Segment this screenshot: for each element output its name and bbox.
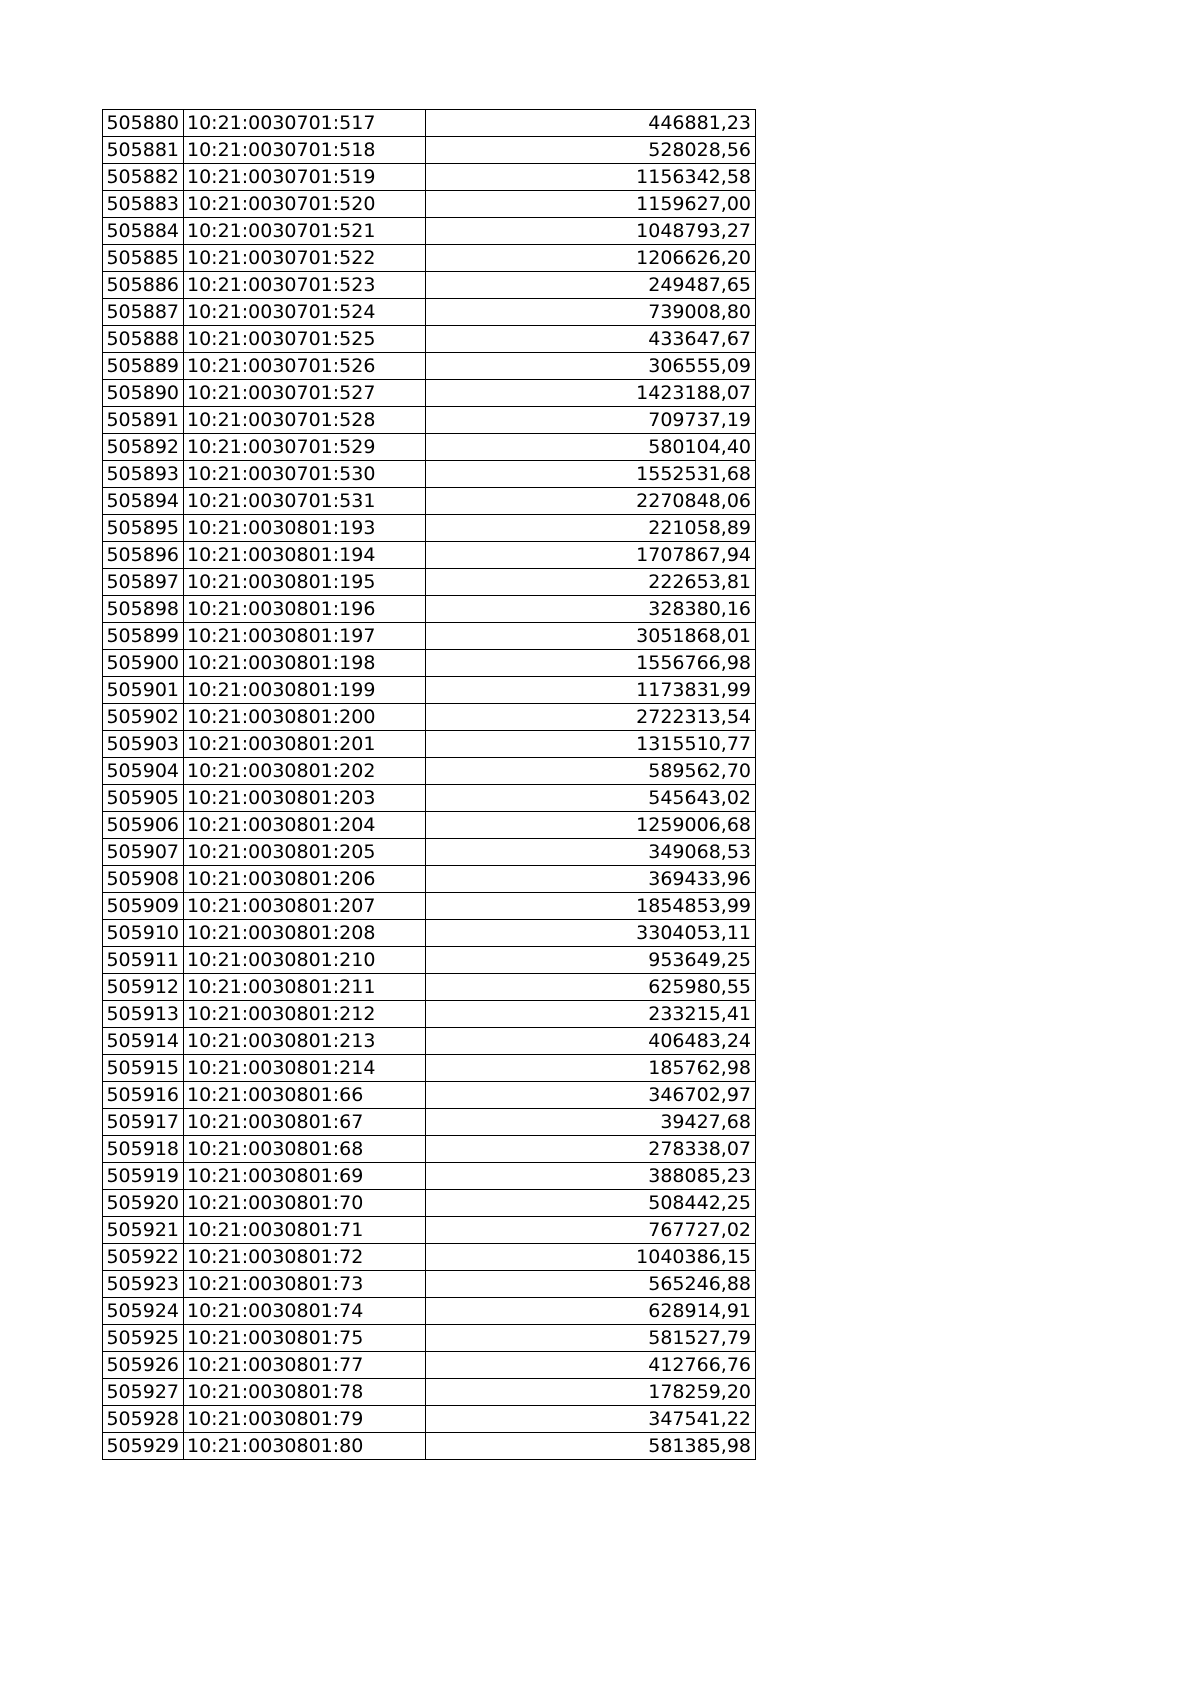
table-row xyxy=(103,461,756,488)
row-id-cell: 505892 xyxy=(103,434,184,461)
value-cell: 1423188,07 xyxy=(426,380,756,407)
row-id-cell: 505899 xyxy=(103,623,184,650)
table-row xyxy=(103,110,756,137)
cadastral-number-cell: 10:21:0030801:197 xyxy=(184,623,426,650)
row-id-cell: 505914 xyxy=(103,1028,184,1055)
value-cell: 412766,76 xyxy=(426,1352,756,1379)
cadastral-number-cell: 10:21:0030801:212 xyxy=(184,1001,426,1028)
table-row xyxy=(103,218,756,245)
value-cell: 628914,91 xyxy=(426,1298,756,1325)
cadastral-number-cell: 10:21:0030801:79 xyxy=(184,1406,426,1433)
row-id-cell: 505889 xyxy=(103,353,184,380)
document-page xyxy=(102,109,756,1460)
row-id-cell: 505888 xyxy=(103,326,184,353)
row-id-cell: 505883 xyxy=(103,191,184,218)
value-cell: 508442,25 xyxy=(426,1190,756,1217)
value-cell: 1206626,20 xyxy=(426,245,756,272)
table-row xyxy=(103,1028,756,1055)
row-id-cell: 505929 xyxy=(103,1433,184,1460)
table-body xyxy=(103,110,756,1460)
table-row xyxy=(103,353,756,380)
row-id-cell: 505882 xyxy=(103,164,184,191)
row-id-cell: 505891 xyxy=(103,407,184,434)
table-row xyxy=(103,785,756,812)
value-cell: 528028,56 xyxy=(426,137,756,164)
row-id-cell: 505905 xyxy=(103,785,184,812)
cadastral-number-cell: 10:21:0030801:78 xyxy=(184,1379,426,1406)
row-id-cell: 505915 xyxy=(103,1055,184,1082)
value-cell: 446881,23 xyxy=(426,110,756,137)
value-cell: 3304053,11 xyxy=(426,920,756,947)
value-cell: 545643,02 xyxy=(426,785,756,812)
cadastral-number-cell: 10:21:0030701:525 xyxy=(184,326,426,353)
row-id-cell: 505903 xyxy=(103,731,184,758)
row-id-cell: 505881 xyxy=(103,137,184,164)
row-id-cell: 505927 xyxy=(103,1379,184,1406)
row-id-cell: 505917 xyxy=(103,1109,184,1136)
value-cell: 185762,98 xyxy=(426,1055,756,1082)
row-id-cell: 505908 xyxy=(103,866,184,893)
value-cell: 953649,25 xyxy=(426,947,756,974)
row-id-cell: 505886 xyxy=(103,272,184,299)
value-cell: 249487,65 xyxy=(426,272,756,299)
value-cell: 221058,89 xyxy=(426,515,756,542)
table-row xyxy=(103,1433,756,1460)
table-row xyxy=(103,299,756,326)
table-row xyxy=(103,866,756,893)
value-cell: 1259006,68 xyxy=(426,812,756,839)
cadastral-number-cell: 10:21:0030801:201 xyxy=(184,731,426,758)
cadastral-number-cell: 10:21:0030801:205 xyxy=(184,839,426,866)
cadastral-number-cell: 10:21:0030801:200 xyxy=(184,704,426,731)
value-cell: 1048793,27 xyxy=(426,218,756,245)
cadastral-number-cell: 10:21:0030701:526 xyxy=(184,353,426,380)
row-id-cell: 505918 xyxy=(103,1136,184,1163)
value-cell: 1173831,99 xyxy=(426,677,756,704)
cadastral-number-cell: 10:21:0030801:68 xyxy=(184,1136,426,1163)
row-id-cell: 505896 xyxy=(103,542,184,569)
row-id-cell: 505898 xyxy=(103,596,184,623)
table-row xyxy=(103,1217,756,1244)
value-cell: 2722313,54 xyxy=(426,704,756,731)
row-id-cell: 505922 xyxy=(103,1244,184,1271)
cadastral-number-cell: 10:21:0030701:531 xyxy=(184,488,426,515)
table-row xyxy=(103,650,756,677)
row-id-cell: 505900 xyxy=(103,650,184,677)
table-row xyxy=(103,164,756,191)
table-row xyxy=(103,137,756,164)
row-id-cell: 505925 xyxy=(103,1325,184,1352)
table-row xyxy=(103,326,756,353)
value-cell: 1156342,58 xyxy=(426,164,756,191)
table-row xyxy=(103,1379,756,1406)
table-row xyxy=(103,1325,756,1352)
cadastral-number-cell: 10:21:0030801:74 xyxy=(184,1298,426,1325)
table-row xyxy=(103,1136,756,1163)
table-row xyxy=(103,407,756,434)
cadastral-number-cell: 10:21:0030801:210 xyxy=(184,947,426,974)
cadastral-number-cell: 10:21:0030701:520 xyxy=(184,191,426,218)
row-id-cell: 505885 xyxy=(103,245,184,272)
cadastral-number-cell: 10:21:0030701:530 xyxy=(184,461,426,488)
value-cell: 1854853,99 xyxy=(426,893,756,920)
table-row xyxy=(103,812,756,839)
value-cell: 709737,19 xyxy=(426,407,756,434)
row-id-cell: 505895 xyxy=(103,515,184,542)
table-row xyxy=(103,893,756,920)
table-row xyxy=(103,677,756,704)
value-cell: 580104,40 xyxy=(426,434,756,461)
cadastral-number-cell: 10:21:0030801:202 xyxy=(184,758,426,785)
cadastral-number-cell: 10:21:0030701:519 xyxy=(184,164,426,191)
row-id-cell: 505890 xyxy=(103,380,184,407)
table-row xyxy=(103,1244,756,1271)
row-id-cell: 505884 xyxy=(103,218,184,245)
value-cell: 39427,68 xyxy=(426,1109,756,1136)
table-row xyxy=(103,731,756,758)
row-id-cell: 505893 xyxy=(103,461,184,488)
row-id-cell: 505926 xyxy=(103,1352,184,1379)
value-cell: 565246,88 xyxy=(426,1271,756,1298)
data-table xyxy=(102,109,756,1460)
value-cell: 1315510,77 xyxy=(426,731,756,758)
table-row xyxy=(103,839,756,866)
row-id-cell: 505923 xyxy=(103,1271,184,1298)
table-row xyxy=(103,974,756,1001)
value-cell: 406483,24 xyxy=(426,1028,756,1055)
cadastral-number-cell: 10:21:0030701:523 xyxy=(184,272,426,299)
cadastral-number-cell: 10:21:0030701:529 xyxy=(184,434,426,461)
table-row xyxy=(103,947,756,974)
cadastral-number-cell: 10:21:0030801:208 xyxy=(184,920,426,947)
table-row xyxy=(103,1163,756,1190)
cadastral-number-cell: 10:21:0030801:77 xyxy=(184,1352,426,1379)
value-cell: 581385,98 xyxy=(426,1433,756,1460)
value-cell: 306555,09 xyxy=(426,353,756,380)
row-id-cell: 505920 xyxy=(103,1190,184,1217)
value-cell: 2270848,06 xyxy=(426,488,756,515)
cadastral-number-cell: 10:21:0030801:214 xyxy=(184,1055,426,1082)
value-cell: 1707867,94 xyxy=(426,542,756,569)
cadastral-number-cell: 10:21:0030801:80 xyxy=(184,1433,426,1460)
cadastral-number-cell: 10:21:0030801:72 xyxy=(184,1244,426,1271)
table-row xyxy=(103,623,756,650)
cadastral-number-cell: 10:21:0030701:522 xyxy=(184,245,426,272)
row-id-cell: 505916 xyxy=(103,1082,184,1109)
cadastral-number-cell: 10:21:0030801:206 xyxy=(184,866,426,893)
table-row xyxy=(103,1406,756,1433)
value-cell: 1159627,00 xyxy=(426,191,756,218)
table-row xyxy=(103,704,756,731)
row-id-cell: 505924 xyxy=(103,1298,184,1325)
cadastral-number-cell: 10:21:0030701:521 xyxy=(184,218,426,245)
cadastral-number-cell: 10:21:0030701:518 xyxy=(184,137,426,164)
cadastral-number-cell: 10:21:0030801:66 xyxy=(184,1082,426,1109)
value-cell: 178259,20 xyxy=(426,1379,756,1406)
row-id-cell: 505909 xyxy=(103,893,184,920)
value-cell: 347541,22 xyxy=(426,1406,756,1433)
value-cell: 346702,97 xyxy=(426,1082,756,1109)
row-id-cell: 505911 xyxy=(103,947,184,974)
row-id-cell: 505921 xyxy=(103,1217,184,1244)
table-row xyxy=(103,1055,756,1082)
cadastral-number-cell: 10:21:0030801:71 xyxy=(184,1217,426,1244)
table-row xyxy=(103,758,756,785)
row-id-cell: 505906 xyxy=(103,812,184,839)
value-cell: 278338,07 xyxy=(426,1136,756,1163)
table-row xyxy=(103,569,756,596)
cadastral-number-cell: 10:21:0030701:528 xyxy=(184,407,426,434)
table-row xyxy=(103,515,756,542)
row-id-cell: 505912 xyxy=(103,974,184,1001)
table-row xyxy=(103,1109,756,1136)
table-row xyxy=(103,920,756,947)
cadastral-number-cell: 10:21:0030801:196 xyxy=(184,596,426,623)
row-id-cell: 505880 xyxy=(103,110,184,137)
value-cell: 767727,02 xyxy=(426,1217,756,1244)
table-row xyxy=(103,1001,756,1028)
cadastral-number-cell: 10:21:0030801:69 xyxy=(184,1163,426,1190)
table-row xyxy=(103,191,756,218)
row-id-cell: 505902 xyxy=(103,704,184,731)
cadastral-number-cell: 10:21:0030801:67 xyxy=(184,1109,426,1136)
cadastral-number-cell: 10:21:0030801:211 xyxy=(184,974,426,1001)
value-cell: 1552531,68 xyxy=(426,461,756,488)
table-row xyxy=(103,245,756,272)
row-id-cell: 505928 xyxy=(103,1406,184,1433)
value-cell: 369433,96 xyxy=(426,866,756,893)
value-cell: 388085,23 xyxy=(426,1163,756,1190)
cadastral-number-cell: 10:21:0030801:207 xyxy=(184,893,426,920)
value-cell: 328380,16 xyxy=(426,596,756,623)
row-id-cell: 505913 xyxy=(103,1001,184,1028)
table-row xyxy=(103,434,756,461)
cadastral-number-cell: 10:21:0030801:73 xyxy=(184,1271,426,1298)
value-cell: 349068,53 xyxy=(426,839,756,866)
cadastral-number-cell: 10:21:0030801:198 xyxy=(184,650,426,677)
row-id-cell: 505901 xyxy=(103,677,184,704)
value-cell: 625980,55 xyxy=(426,974,756,1001)
table-row xyxy=(103,1271,756,1298)
cadastral-number-cell: 10:21:0030801:199 xyxy=(184,677,426,704)
cadastral-number-cell: 10:21:0030801:204 xyxy=(184,812,426,839)
cadastral-number-cell: 10:21:0030801:194 xyxy=(184,542,426,569)
row-id-cell: 505897 xyxy=(103,569,184,596)
cadastral-number-cell: 10:21:0030801:70 xyxy=(184,1190,426,1217)
value-cell: 433647,67 xyxy=(426,326,756,353)
cadastral-number-cell: 10:21:0030701:524 xyxy=(184,299,426,326)
cadastral-number-cell: 10:21:0030701:517 xyxy=(184,110,426,137)
row-id-cell: 505919 xyxy=(103,1163,184,1190)
table-row xyxy=(103,596,756,623)
table-row xyxy=(103,1352,756,1379)
row-id-cell: 505894 xyxy=(103,488,184,515)
table-row xyxy=(103,380,756,407)
value-cell: 233215,41 xyxy=(426,1001,756,1028)
cadastral-number-cell: 10:21:0030801:203 xyxy=(184,785,426,812)
row-id-cell: 505887 xyxy=(103,299,184,326)
value-cell: 739008,80 xyxy=(426,299,756,326)
table-row xyxy=(103,1298,756,1325)
row-id-cell: 505907 xyxy=(103,839,184,866)
value-cell: 581527,79 xyxy=(426,1325,756,1352)
cadastral-number-cell: 10:21:0030801:195 xyxy=(184,569,426,596)
table-row xyxy=(103,1082,756,1109)
table-row xyxy=(103,542,756,569)
table-row xyxy=(103,488,756,515)
row-id-cell: 505910 xyxy=(103,920,184,947)
cadastral-number-cell: 10:21:0030801:193 xyxy=(184,515,426,542)
cadastral-number-cell: 10:21:0030801:75 xyxy=(184,1325,426,1352)
value-cell: 1556766,98 xyxy=(426,650,756,677)
cadastral-number-cell: 10:21:0030801:213 xyxy=(184,1028,426,1055)
row-id-cell: 505904 xyxy=(103,758,184,785)
table-row xyxy=(103,272,756,299)
value-cell: 3051868,01 xyxy=(426,623,756,650)
value-cell: 222653,81 xyxy=(426,569,756,596)
table-row xyxy=(103,1190,756,1217)
value-cell: 589562,70 xyxy=(426,758,756,785)
cadastral-number-cell: 10:21:0030701:527 xyxy=(184,380,426,407)
value-cell: 1040386,15 xyxy=(426,1244,756,1271)
